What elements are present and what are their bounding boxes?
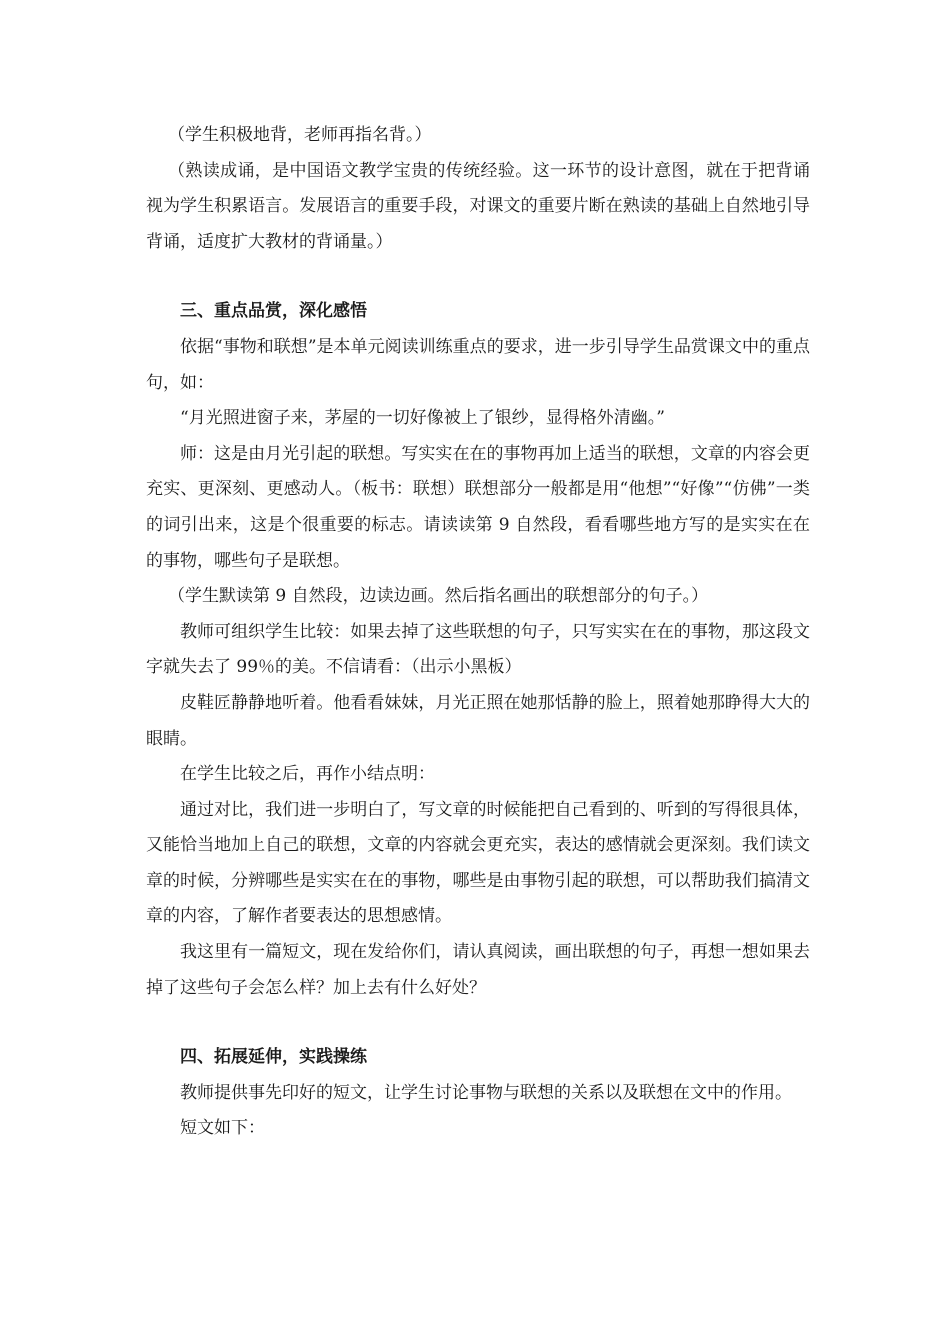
section-heading-3: 三、重点品赏，深化感悟 (180, 301, 367, 322)
paragraph-summary: 通过对比，我们进一步明白了，写文章的时候能把自己看到的、听到的写得很具体，又能恰当地加上自己的联想，文章的内容就会更充实，表达的感情就会更深刻。我们读文章的时候，分辨哪些是实实在在的事物，哪些是由事物引起的联想，可以帮助我们搞清文章的内容，了解作者要表达的思想感情。 (146, 799, 810, 927)
paragraph-note: （学生默读第 9 自然段，边读边画。然后指名画出的联想部分的句子。） (168, 586, 709, 607)
paragraph: 短文如下： (180, 1118, 265, 1139)
paragraph-quote: “月光照进窗子来，茅屋的一切好像被上了银纱，显得格外清幽。” (180, 408, 665, 429)
section-heading-4: 四、拓展延伸，实践操练 (180, 1047, 367, 1068)
paragraph-example: 皮鞋匠静静地听着。他看看妹妹，月光正照在她那恬静的脸上，照着她那睁得大大的眼睛。 (146, 692, 810, 749)
document-page (146, 118, 810, 1147)
section-spacer (146, 260, 810, 294)
paragraph-design-intent: （熟读成诵，是中国语文教学宝贵的传统经验。这一环节的设计意图，就在于把背诵视为学生积累语言。发展语言的重要手段，对课文的重要片断在熟读的基础上自然地引导背诵，适度扩大教材的背诵量。） (146, 160, 810, 252)
paragraph-recitation-note: （学生积极地背，老师再指名背。） (168, 125, 432, 145)
section-spacer (146, 1006, 810, 1040)
paragraph: 师：这是由月光引起的联想。写实实在在的事物再加上适当的联想，文章的内容会更充实、更深刻、更感动人。（板书：联想）联想部分一般都是用“他想”“好像”“仿佛”一类的词引出来，这是个很重要的标志。请读读第 9 自然段，看看哪些地方写的是实实在在的事物，哪些句子是联想。 (146, 443, 810, 571)
paragraph: 依据“事物和联想”是本单元阅读训练重点的要求，进一步引导学生品赏课文中的重点句，如： (146, 336, 810, 393)
paragraph: 我这里有一篇短文，现在发给你们，请认真阅读，画出联想的句子，再想一想如果去掉了这些句子会怎么样？加上去有什么好处？ (146, 942, 810, 998)
paragraph: 教师提供事先印好的短文，让学生讨论事物与联想的关系以及联想在文中的作用。 (180, 1082, 792, 1103)
paragraph: 教师可组织学生比较：如果去掉了这些联想的句子，只写实实在在的事物，那这段文字就失去了 99％的美。不信请看：（出示小黑板） (146, 621, 810, 678)
paragraph: 在学生比较之后，再作小结点明： (180, 764, 435, 785)
